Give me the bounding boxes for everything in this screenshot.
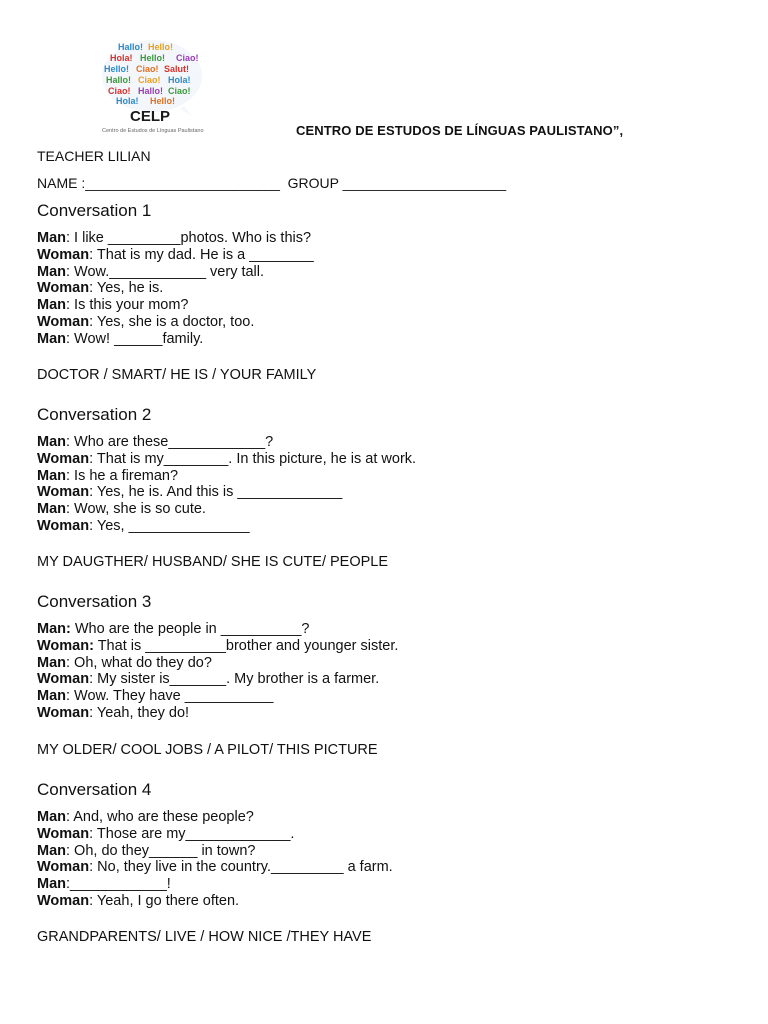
speaker-label: Woman [37,313,90,330]
logo-subtitle: Centro de Estudos de Línguas Paulistano [102,128,204,134]
dialogue-text: That is my________. In this picture, he is at work. [93,450,417,467]
dialogue-text: My sister is_______. My brother is a farmer. [93,671,380,688]
dialogue-line [37,893,737,910]
speaker-label: Woman [37,517,90,534]
speaker-separator: : [89,313,94,330]
dialogue-text: And, who are these people? [70,809,254,825]
speaker-label: Man [37,297,66,314]
dialogue-line [37,826,737,843]
dialogue-text: Yes, he is. [93,280,164,297]
logo-greeting-14: Ciao! [168,86,191,96]
dialogue-line [37,331,737,348]
speaker-label: Man [37,876,66,893]
conversation-block [37,405,737,535]
speaker-label: Man [37,842,66,859]
conversation-title: Conversation 3 [37,592,152,611]
dialogue-line [37,468,737,485]
dialogue-text: Yes, _______________ [93,517,250,534]
dialogue-line [37,314,737,331]
logo-greeting-13: Hallo! [138,86,164,96]
speaker-separator: : [89,484,94,501]
speaker-separator: : [89,246,94,263]
dialogue-text: Wow! ______family. [70,330,204,347]
dialogue-text: No, they live in the country._________ a farm. [93,859,393,876]
dialogue-line [37,247,737,264]
dialogue-line [37,484,737,501]
logo-greeting-7: Ciao! [136,64,159,74]
logo-greeting-6: Hello! [104,64,130,74]
speaker-separator: : [66,467,71,484]
speaker-separator: : [89,825,94,842]
dialogue-line [37,518,737,535]
logo-greeting-8: Salut! [164,64,190,74]
speaker-label: Woman [37,450,90,467]
speaker-label: Man [37,688,66,705]
name-group-field: NAME :_________________________ GROUP _____________________ [37,175,507,191]
dialogue-text: Oh, what do they do? [70,654,212,671]
speaker-label: Woman: [37,637,94,654]
speaker-separator: : [89,859,94,876]
conversation-block [37,201,737,348]
dialogue-line [37,688,737,705]
school-title: CENTRO DE ESTUDOS DE LÍNGUAS PAULISTANO”, [296,123,624,138]
dialogue-line [37,434,737,451]
speaker-label: Man [37,654,66,671]
dialogue-text: Who are the people in __________? [70,621,310,637]
speaker-label: Man [37,263,66,280]
speaker-separator: : [66,842,71,859]
dialogue-line [37,264,737,281]
speaker-separator: : [89,892,94,909]
dialogue-text: Wow. They have ___________ [70,688,274,705]
speaker-label: Woman [37,859,90,876]
speaker-separator: : [66,809,71,825]
logo-greeting-10: Ciao! [138,75,161,85]
speaker-label: Man [37,230,66,246]
speaker-label: Woman [37,246,90,263]
speaker-separator: : [66,501,71,518]
logo-greeting-5: Ciao! [176,53,199,63]
speaker-label: Man [37,330,66,347]
dialogue-text: Wow.____________ very tall. [70,263,265,280]
speaker-label: Man [37,501,66,518]
speaker-label: Man [37,809,66,825]
speaker-separator: : [89,280,94,297]
dialogue-text: That is my dad. He is a ________ [93,246,314,263]
celp-logo [88,34,220,136]
dialogue-line [37,451,737,468]
speaker-label: Woman [37,280,90,297]
speaker-label: Man: [37,621,71,637]
conversation-block [37,780,737,910]
logo-greeting-9: Hallo! [106,75,132,85]
word-bank: MY DAUGTHER/ HUSBAND/ SHE IS CUTE/ PEOPLE [37,554,389,570]
dialogue-line [37,280,737,297]
dialogue-text: Is this your mom? [70,297,189,314]
speaker-separator: : [89,450,94,467]
logo-greeting-15: Hola! [116,96,139,106]
conversation-block [37,592,737,722]
dialogue-line [37,638,737,655]
word-bank: GRANDPARENTS/ LIVE / HOW NICE /THEY HAVE [37,929,372,945]
logo-greeting-11: Hola! [168,75,191,85]
speaker-separator: : [66,330,71,347]
dialogue-line [37,859,737,876]
logo-greeting-1: Hallo! [118,42,144,52]
dialogue-text: That is __________brother and younger sister. [93,637,399,654]
logo-greeting-12: Ciao! [108,86,131,96]
speaker-label: Man [37,434,66,450]
dialogue-text: Wow, she is so cute. [70,501,206,518]
dialogue-line [37,671,737,688]
dialogue-line [37,876,737,893]
dialogue-text: Yeah, they do! [93,704,190,721]
dialogue-line [37,621,737,638]
speaker-label: Man [37,467,66,484]
dialogue-line [37,843,737,860]
logo-greeting-2: Hello! [148,42,174,52]
speaker-separator: : [89,671,94,688]
teacher-name: TEACHER LILIAN [37,148,151,164]
dialogue-line [37,297,737,314]
speaker-separator: : [66,263,71,280]
dialogue-text: ____________! [70,876,171,893]
word-bank: MY OLDER/ COOL JOBS / A PILOT/ THIS PICTURE [37,742,378,758]
speaker-label: Woman [37,892,90,909]
logo-greeting-4: Hello! [140,53,166,63]
speaker-separator: : [66,876,71,893]
conversation-title: Conversation 1 [37,201,152,220]
dialogue-text: Yes, he is. And this is _____________ [93,484,343,501]
conversation-title: Conversation 4 [37,780,152,799]
dialogue-line [37,501,737,518]
word-bank: DOCTOR / SMART/ HE IS / YOUR FAMILY [37,367,317,383]
speaker-separator: : [89,517,94,534]
speaker-label: Woman [37,671,90,688]
speaker-separator: : [89,704,94,721]
logo-title: CELP [130,108,171,125]
speech-bubble-logo-icon [88,34,220,136]
dialogue-text: Yeah, I go there often. [93,892,240,909]
dialogue-line [37,230,737,247]
dialogue-line [37,809,737,826]
dialogue-text: Who are these____________? [70,434,274,450]
dialogue-text: Those are my_____________. [93,825,295,842]
logo-greeting-3: Hola! [110,53,133,63]
speaker-separator: : [66,434,71,450]
dialogue-line [37,655,737,672]
speaker-label: Woman [37,825,90,842]
speaker-label: Woman [37,704,90,721]
dialogue-text: I like _________photos. Who is this? [70,230,312,246]
conversation-title: Conversation 2 [37,405,152,424]
speaker-label: Woman [37,484,90,501]
speaker-separator: : [66,654,71,671]
speaker-separator: : [66,688,71,705]
dialogue-text: Oh, do they______ in town? [70,842,256,859]
speaker-separator: : [66,297,71,314]
dialogue-line [37,705,737,722]
logo-greeting-16: Hello! [150,96,176,106]
speaker-separator: : [66,230,71,246]
dialogue-text: Yes, she is a doctor, too. [93,313,255,330]
dialogue-text: Is he a fireman? [70,467,179,484]
